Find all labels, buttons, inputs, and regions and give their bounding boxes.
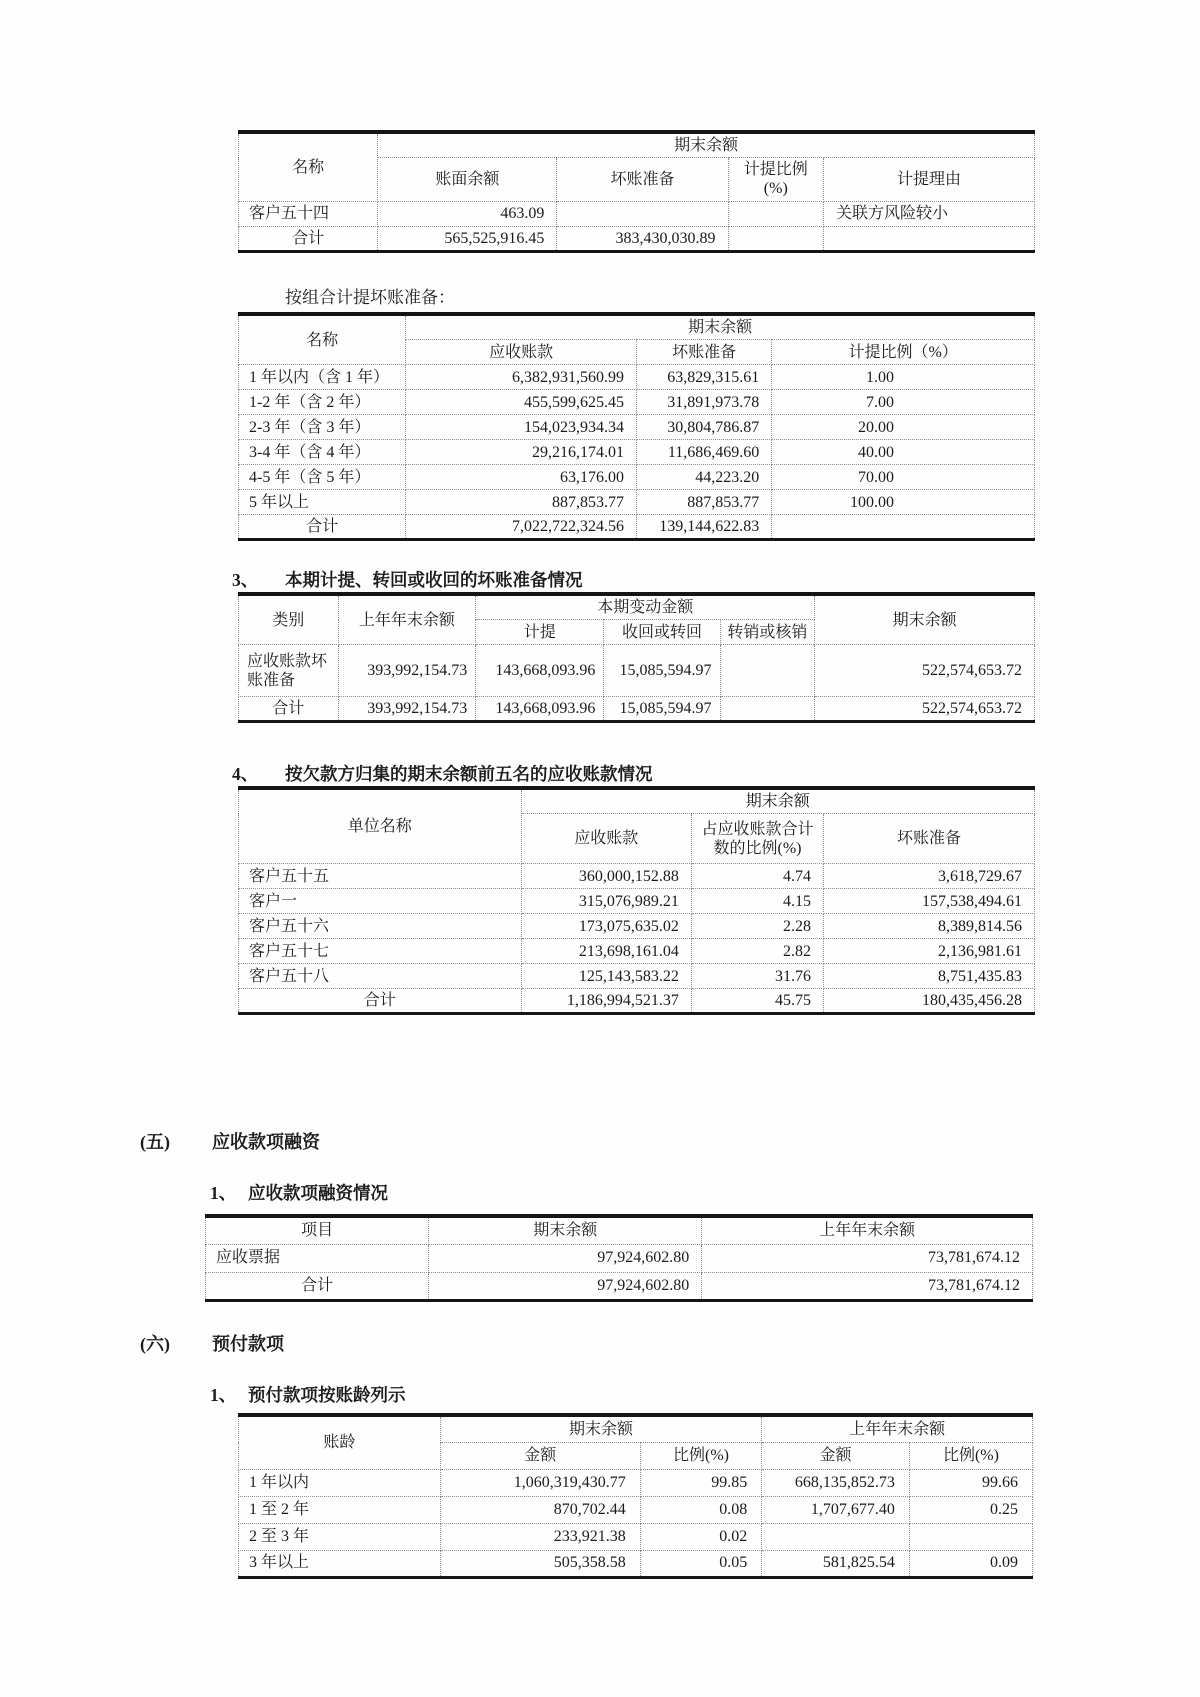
group-header-ending-balance: 期末余额 [378, 132, 1035, 158]
col-header-provision-ratio: 计提比例（%） [772, 340, 1035, 365]
table-row [239, 914, 1035, 939]
table-row [239, 939, 1035, 964]
header-row [239, 1415, 1033, 1442]
value-cell: 581,825.54 [762, 1550, 910, 1577]
value-cell: 0.02 [640, 1523, 761, 1550]
value-cell [720, 697, 815, 722]
row-label-cell: 4-5 年（含 5 年） [239, 465, 406, 490]
header-row [239, 788, 1035, 814]
table-row [239, 1496, 1033, 1523]
value-cell [909, 1523, 1032, 1550]
value-cell: 139,144,622.83 [636, 515, 771, 540]
row-label-cell: 合计 [206, 1272, 429, 1300]
row-label-cell: 合计 [239, 226, 378, 251]
table-row [239, 864, 1035, 889]
value-cell: 0.09 [909, 1550, 1032, 1577]
table-row [239, 415, 1035, 440]
value-cell: 125,143,583.22 [521, 964, 691, 989]
total-row [239, 697, 1035, 722]
row-label-cell: 3-4 年（含 4 年） [239, 440, 406, 465]
value-cell: 173,075,635.02 [521, 914, 691, 939]
value-cell: 11,686,469.60 [636, 440, 771, 465]
table-row [239, 465, 1035, 490]
value-cell: 463.09 [378, 201, 557, 226]
col-header-accounts-receivable: 应收账款 [406, 340, 637, 365]
row-label-cell: 合计 [239, 989, 522, 1014]
row-label-cell: 应收账款坏账准备 [239, 645, 339, 697]
section-3-title: 本期计提、转回或收回的坏账准备情况 [285, 570, 583, 590]
value-cell: 315,076,989.21 [521, 889, 691, 914]
col-header-entity-name: 单位名称 [239, 788, 522, 864]
section-6-subheading [210, 1382, 406, 1407]
table-row [206, 1244, 1033, 1272]
value-cell: 8,751,435.83 [824, 964, 1035, 989]
section-6-sub-number: 1、 [210, 1385, 237, 1405]
value-cell: 31,891,973.78 [636, 390, 771, 415]
value-cell: 505,358.58 [440, 1550, 640, 1577]
value-cell: 143,668,093.96 [476, 645, 604, 697]
value-cell: 887,853.77 [636, 490, 771, 515]
value-cell: 1,060,319,430.77 [440, 1469, 640, 1496]
header-row [206, 1216, 1033, 1244]
value-cell: 30,804,786.87 [636, 415, 771, 440]
total-row [239, 515, 1035, 540]
row-label-cell: 1-2 年（含 2 年） [239, 390, 406, 415]
value-cell: 887,853.77 [406, 490, 637, 515]
section-5-heading [140, 1128, 320, 1154]
value-cell: 15,085,594.97 [604, 697, 720, 722]
col-header-accrued: 计提 [476, 620, 604, 645]
value-cell: 393,992,154.73 [338, 697, 476, 722]
group-header-ending-balance: 期末余额 [440, 1415, 762, 1442]
value-cell: 154,023,934.34 [406, 415, 637, 440]
col-header-recovered-or-reversed: 收回或转回 [604, 620, 720, 645]
table-row [239, 889, 1035, 914]
row-label-cell: 2-3 年（含 3 年） [239, 415, 406, 440]
header-row [239, 314, 1035, 340]
table-row [239, 201, 1035, 226]
prepayments-aging-table [238, 1413, 1033, 1579]
value-cell: 45.75 [691, 989, 823, 1014]
value-cell: 2.82 [691, 939, 823, 964]
value-cell: 7.00 [772, 390, 1035, 415]
row-label-cell: 1 年以内 [239, 1469, 441, 1496]
value-cell [720, 645, 815, 697]
col-header-provision-ratio: 计提比例(%) [728, 158, 824, 201]
value-cell: 44,223.20 [636, 465, 771, 490]
section-5-subheading [210, 1180, 388, 1205]
value-cell: 143,668,093.96 [476, 697, 604, 722]
section-6-number: (六) [140, 1334, 170, 1354]
table-row [239, 645, 1035, 697]
section-5-number: (五) [140, 1132, 170, 1152]
col-header-bad-debt-provision: 坏账准备 [557, 158, 728, 201]
group-provision-label: 按组合计提坏账准备： [285, 288, 455, 307]
value-cell: 383,430,030.89 [557, 226, 728, 251]
total-row [206, 1272, 1033, 1300]
section-5-sub-title: 应收款项融资情况 [248, 1183, 388, 1203]
col-header-aging: 账龄 [239, 1415, 441, 1469]
value-cell: 63,176.00 [406, 465, 637, 490]
header-row [239, 594, 1035, 620]
value-cell: 73,781,674.12 [702, 1244, 1033, 1272]
value-cell: 29,216,174.01 [406, 440, 637, 465]
row-label-cell: 客户五十四 [239, 201, 378, 226]
value-cell: 0.25 [909, 1496, 1032, 1523]
section-5-sub-number: 1、 [210, 1183, 237, 1203]
col-header-item: 项目 [206, 1216, 429, 1244]
individual-provision-table [238, 130, 1035, 253]
col-header-ratio: 比例(%) [909, 1442, 1032, 1469]
total-row [239, 989, 1035, 1014]
group-header-prior-year-balance: 上年年末余额 [762, 1415, 1033, 1442]
section-3-heading [232, 567, 583, 592]
value-cell: 4.15 [691, 889, 823, 914]
value-cell: 97,924,602.80 [429, 1244, 702, 1272]
table-row [239, 1469, 1033, 1496]
col-header-category: 类别 [239, 594, 339, 645]
table-row [239, 1550, 1033, 1577]
table-row [239, 964, 1035, 989]
table-row [239, 440, 1035, 465]
col-header-bad-debt-provision: 坏账准备 [824, 814, 1035, 864]
value-cell: 20.00 [772, 415, 1035, 440]
value-cell: 213,698,161.04 [521, 939, 691, 964]
value-cell: 2,136,981.61 [824, 939, 1035, 964]
value-cell: 1,186,994,521.37 [521, 989, 691, 1014]
group-header-period-movement: 本期变动金额 [476, 594, 815, 620]
section-6-heading [140, 1330, 284, 1356]
group-header-ending-balance: 期末余额 [406, 314, 1035, 340]
col-header-amount: 金额 [440, 1442, 640, 1469]
section-4-title: 按欠款方归集的期末余额前五名的应收账款情况 [285, 764, 653, 784]
value-cell: 870,702.44 [440, 1496, 640, 1523]
value-cell: 393,992,154.73 [338, 645, 476, 697]
col-header-prior-year-balance: 上年年末余额 [338, 594, 476, 645]
value-cell: 522,574,653.72 [815, 645, 1035, 697]
reason-cell [824, 226, 1035, 251]
value-cell: 0.08 [640, 1496, 761, 1523]
value-cell [762, 1523, 910, 1550]
row-label-cell: 客户五十六 [239, 914, 522, 939]
row-label-cell: 5 年以上 [239, 490, 406, 515]
row-label-cell: 应收票据 [206, 1244, 429, 1272]
col-header-provision-reason: 计提理由 [824, 158, 1035, 201]
value-cell: 99.66 [909, 1469, 1032, 1496]
header-row [239, 132, 1035, 158]
row-label-cell: 2 至 3 年 [239, 1523, 441, 1550]
row-label-cell: 客户五十八 [239, 964, 522, 989]
value-cell: 2.28 [691, 914, 823, 939]
value-cell [728, 201, 824, 226]
col-header-book-balance: 账面余额 [378, 158, 557, 201]
table-row [239, 390, 1035, 415]
col-header-accounts-receivable: 应收账款 [521, 814, 691, 864]
value-cell: 8,389,814.56 [824, 914, 1035, 939]
row-label-cell: 1 年以内（含 1 年） [239, 365, 406, 390]
value-cell: 15,085,594.97 [604, 645, 720, 697]
value-cell: 7,022,722,324.56 [406, 515, 637, 540]
col-header-name: 名称 [239, 132, 378, 201]
value-cell [728, 226, 824, 251]
top-five-receivables-table [238, 786, 1035, 1015]
value-cell [772, 515, 1035, 540]
value-cell: 6,382,931,560.99 [406, 365, 637, 390]
col-header-written-off: 转销或核销 [720, 620, 815, 645]
row-label-cell: 合计 [239, 515, 406, 540]
value-cell: 668,135,852.73 [762, 1469, 910, 1496]
section-4-number: 4、 [232, 764, 259, 784]
value-cell: 233,921.38 [440, 1523, 640, 1550]
reason-cell: 关联方风险较小 [824, 201, 1035, 226]
col-header-name: 名称 [239, 314, 406, 365]
section-4-heading [232, 761, 653, 786]
row-label-cell: 1 至 2 年 [239, 1496, 441, 1523]
row-label-cell: 客户五十五 [239, 864, 522, 889]
value-cell: 0.05 [640, 1550, 761, 1577]
table-row [239, 1523, 1033, 1550]
table-row [239, 490, 1035, 515]
value-cell: 100.00 [772, 490, 1035, 515]
group-header-ending-balance: 期末余额 [521, 788, 1034, 814]
col-header-prior-year-balance: 上年年末余额 [702, 1216, 1033, 1244]
col-header-ending-balance: 期末余额 [429, 1216, 702, 1244]
value-cell: 31.76 [691, 964, 823, 989]
value-cell: 522,574,653.72 [815, 697, 1035, 722]
section-6-title: 预付款项 [212, 1334, 284, 1354]
row-label-cell: 客户一 [239, 889, 522, 914]
receivables-financing-table [205, 1214, 1033, 1302]
value-cell: 1,707,677.40 [762, 1496, 910, 1523]
value-cell: 99.85 [640, 1469, 761, 1496]
col-header-bad-debt-provision: 坏账准备 [636, 340, 771, 365]
aging-group-provision-table [238, 312, 1035, 541]
total-row [239, 226, 1035, 251]
value-cell: 1.00 [772, 365, 1035, 390]
col-header-amount: 金额 [762, 1442, 910, 1469]
value-cell: 565,525,916.45 [378, 226, 557, 251]
value-cell: 157,538,494.61 [824, 889, 1035, 914]
section-3-number: 3、 [232, 570, 259, 590]
value-cell: 40.00 [772, 440, 1035, 465]
provision-movement-table [238, 592, 1035, 723]
value-cell: 97,924,602.80 [429, 1272, 702, 1300]
section-5-title: 应收款项融资 [212, 1132, 320, 1152]
value-cell: 63,829,315.61 [636, 365, 771, 390]
value-cell: 4.74 [691, 864, 823, 889]
value-cell: 70.00 [772, 465, 1035, 490]
value-cell: 180,435,456.28 [824, 989, 1035, 1014]
value-cell: 455,599,625.45 [406, 390, 637, 415]
value-cell: 360,000,152.88 [521, 864, 691, 889]
col-header-ratio: 比例(%) [640, 1442, 761, 1469]
col-header-ending-balance: 期末余额 [815, 594, 1035, 645]
col-header-ratio-of-total: 占应收账款合计数的比例(%) [691, 814, 823, 864]
row-label-cell: 3 年以上 [239, 1550, 441, 1577]
value-cell [557, 201, 728, 226]
section-6-sub-title: 预付款项按账龄列示 [248, 1385, 406, 1405]
row-label-cell: 客户五十七 [239, 939, 522, 964]
value-cell: 73,781,674.12 [702, 1272, 1033, 1300]
table-row [239, 365, 1035, 390]
value-cell: 3,618,729.67 [824, 864, 1035, 889]
row-label-cell: 合计 [239, 697, 339, 722]
